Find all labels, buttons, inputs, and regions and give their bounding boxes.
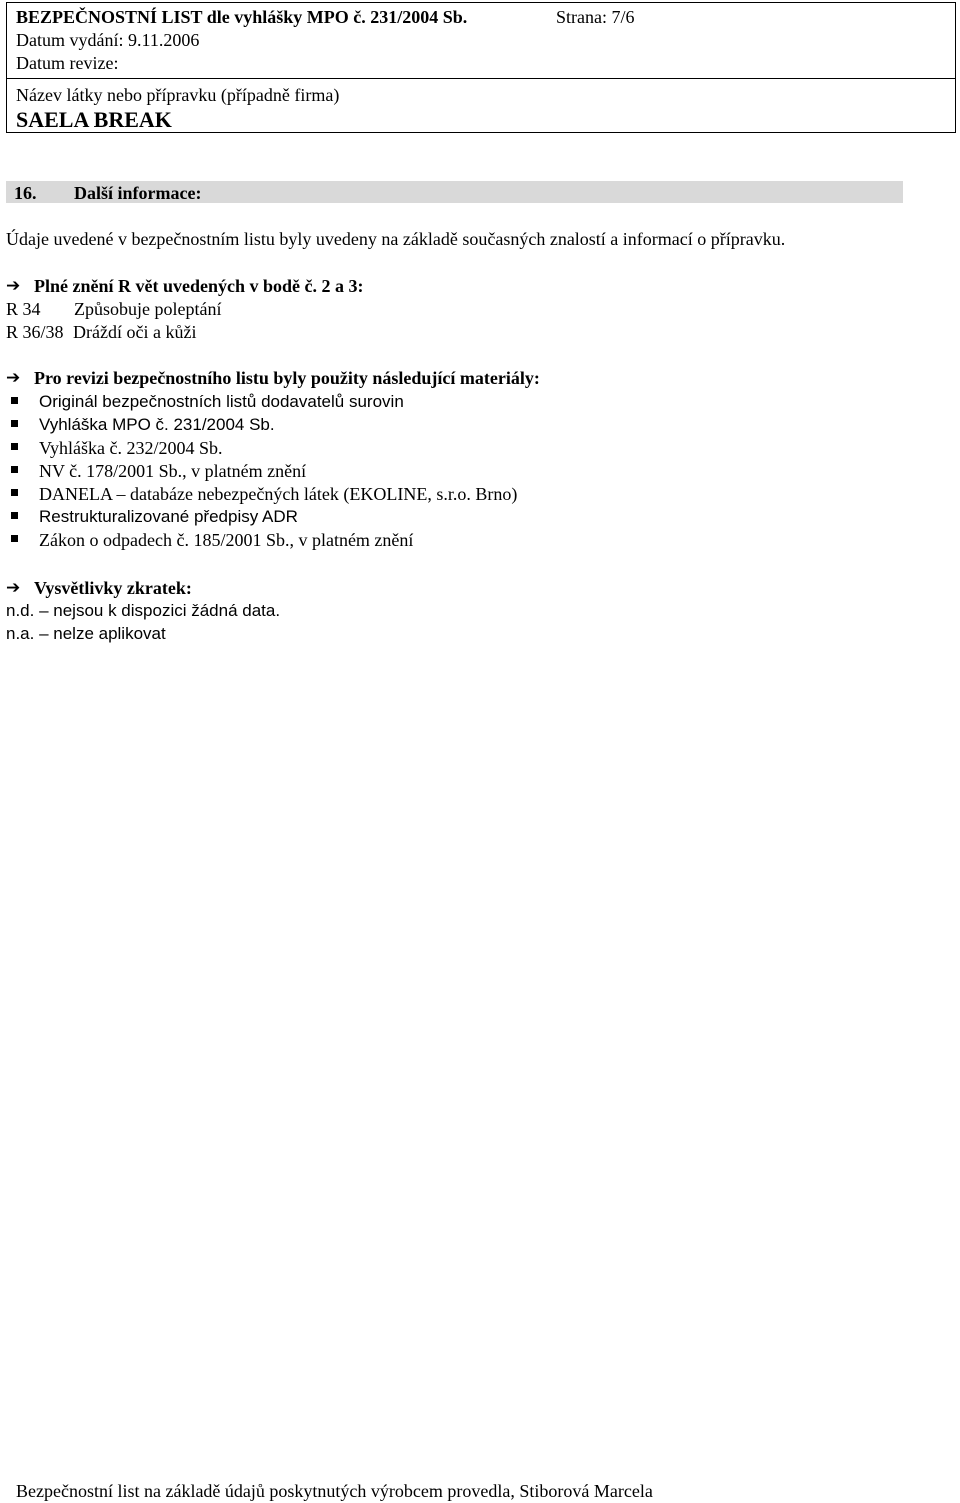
product-name: SAELA BREAK (16, 107, 172, 132)
r-phrases-heading: Plné znění R vět uvedených v bodě č. 2 a 3: (34, 276, 364, 296)
arrow-right-icon: ➔ (6, 276, 21, 296)
list-item: Vyhláška č. 232/2004 Sb. (39, 438, 223, 458)
square-bullet-icon (11, 466, 18, 473)
list-item: DANELA – databáze nebezpečných látek (EKOLINE, s.r.o. Brno) (39, 484, 518, 504)
product-label: Název látky nebo přípravku (případně firma) (16, 85, 340, 105)
section-number: 16. (14, 183, 37, 203)
list-item: NV č. 178/2001 Sb., v platném znění (39, 461, 307, 481)
square-bullet-icon (11, 489, 18, 496)
r-phrase-text: Způsobuje poleptání (74, 299, 222, 319)
page-number: Strana: 7/6 (556, 7, 635, 27)
list-item: Vyhláška MPO č. 231/2004 Sb. (39, 415, 275, 434)
r-phrase-text: Dráždí oči a kůži (73, 322, 197, 342)
revision-date: Datum revize: (16, 53, 119, 73)
abbreviation-item: n.d. – nejsou k dispozici žádná data. (6, 601, 281, 620)
r-phrase-code: R 34 (6, 299, 41, 319)
square-bullet-icon (11, 397, 18, 404)
abbreviations-heading: Vysvětlivky zkratek: (34, 578, 192, 598)
r-phrase-code: R 36/38 (6, 322, 64, 342)
arrow-right-icon: ➔ (6, 368, 21, 388)
issue-date: Datum vydání: 9.11.2006 (16, 30, 200, 50)
list-item: Restrukturalizované předpisy ADR (39, 507, 298, 526)
document-title: BEZPEČNOSTNÍ LIST dle vyhlášky MPO č. 231/2004 Sb. (16, 7, 468, 27)
materials-heading: Pro revizi bezpečnostního listu byly použity následující materiály: (34, 368, 540, 388)
section-intro: Údaje uvedené v bezpečnostním listu byly uvedeny na základě současných znalostí a informací o přípravku. (6, 229, 786, 249)
list-item: Zákon o odpadech č. 185/2001 Sb., v platném znění (39, 530, 414, 550)
page-footer: Bezpečnostní list na základě údajů poskytnutých výrobcem provedla, Stiborová Marcela (16, 1481, 653, 1501)
square-bullet-icon (11, 420, 18, 427)
arrow-right-icon: ➔ (6, 578, 21, 598)
square-bullet-icon (11, 535, 18, 542)
square-bullet-icon (11, 512, 18, 519)
section-title: Další informace: (74, 183, 202, 203)
square-bullet-icon (11, 443, 18, 450)
abbreviation-item: n.a. – nelze aplikovat (6, 624, 166, 643)
header-divider (6, 78, 956, 79)
list-item: Originál bezpečnostních listů dodavatelů surovin (39, 392, 404, 411)
